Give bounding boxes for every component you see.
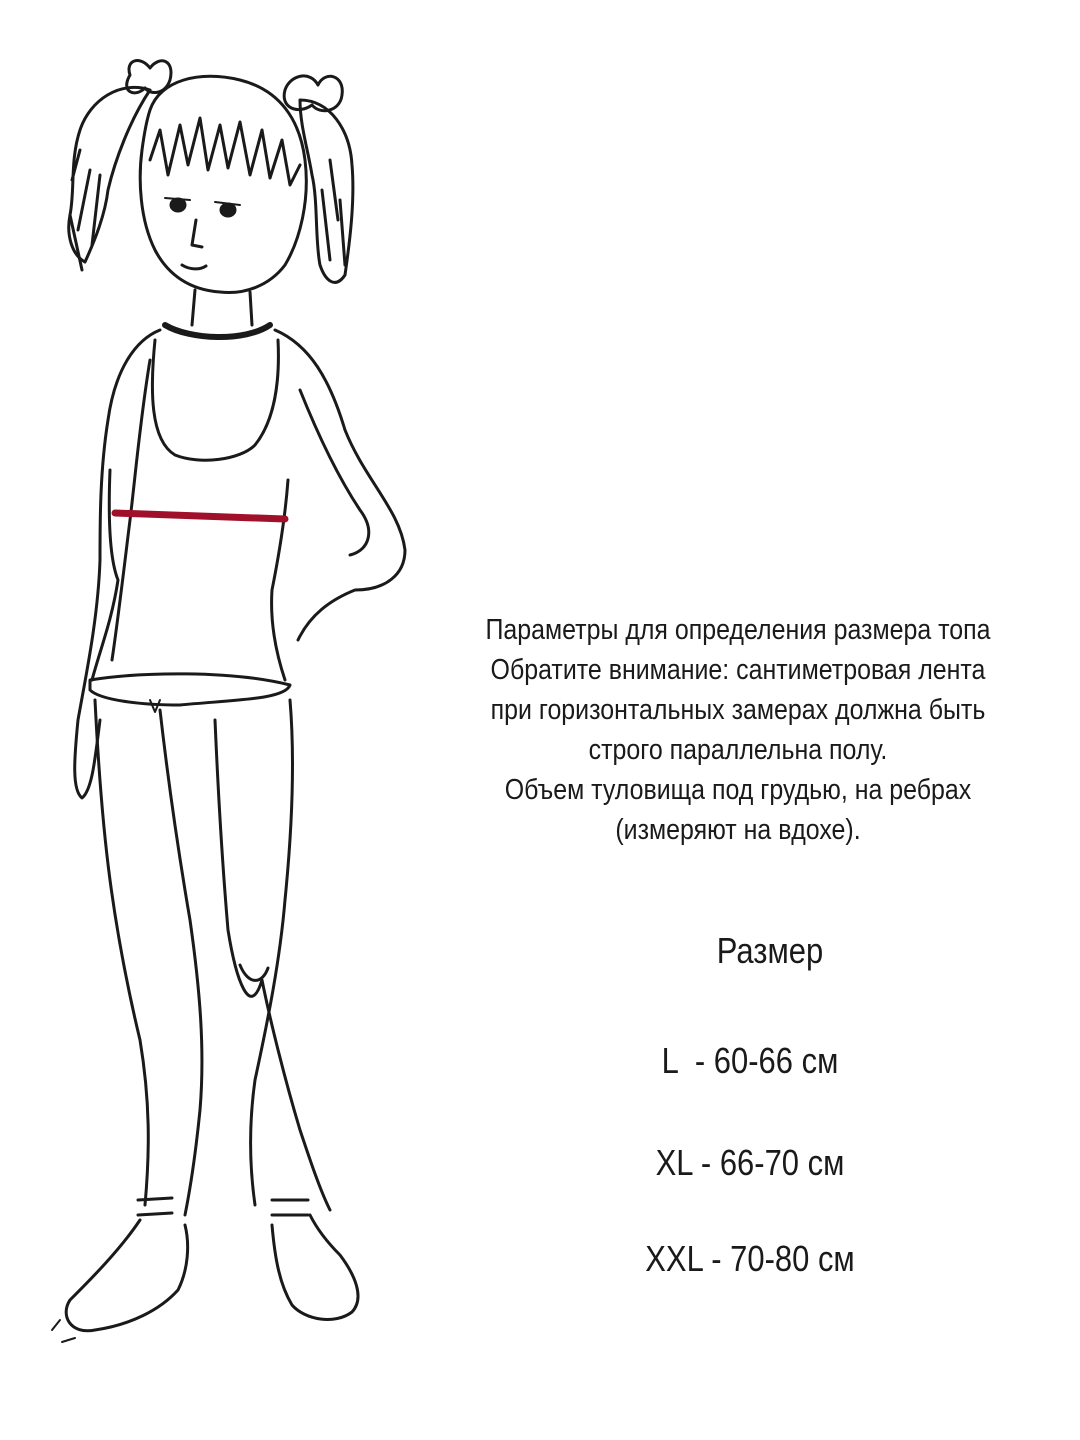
girl-figure-illustration [0,0,440,1440]
left-eye [171,199,185,211]
left-leg-inner [160,710,202,1215]
tank-top [152,340,278,460]
instruction-line: строго параллельна полу. [588,734,888,766]
neck [192,290,252,325]
torso-right [272,480,288,680]
instruction-line: Объем туловища под грудью, на ребрах [504,774,972,806]
size-item-l: L - 60-66 см [661,1040,839,1081]
collar [165,325,270,337]
knee [240,965,268,980]
right-leg [250,700,292,1205]
right-arm-inner [300,390,369,555]
head-outline [140,76,306,292]
right-leg-inner [215,720,330,1210]
mouth [182,265,206,269]
instruction-line: Обратите внимание: сантиметровая лента [490,654,986,686]
right-bow [284,76,342,111]
hair-bangs [150,118,300,185]
size-heading: Размер [716,930,824,971]
briefs [90,674,290,705]
left-foot [66,1220,187,1331]
instruction-line: при горизонтальных замерах должна быть [490,694,986,726]
right-eye [221,204,235,216]
measurement-instructions [463,610,1013,850]
instruction-line: Параметры для определения размера топа [485,614,991,646]
size-item-xxl: XXL - 70-80 см [645,1238,855,1279]
left-arm [75,330,160,798]
left-sock-stripes [138,1198,172,1215]
instruction-line: (измеряют на вдохе). [615,814,861,846]
left-leg [95,700,148,1205]
right-arm [275,330,405,640]
left-pigtail [69,87,150,262]
right-foot [272,1215,358,1319]
size-item-xl: XL - 66-70 см [655,1142,845,1183]
measurement-line [115,513,285,519]
right-pigtail-strands [322,160,345,265]
nose [192,220,202,247]
right-sock-stripes [272,1200,308,1215]
